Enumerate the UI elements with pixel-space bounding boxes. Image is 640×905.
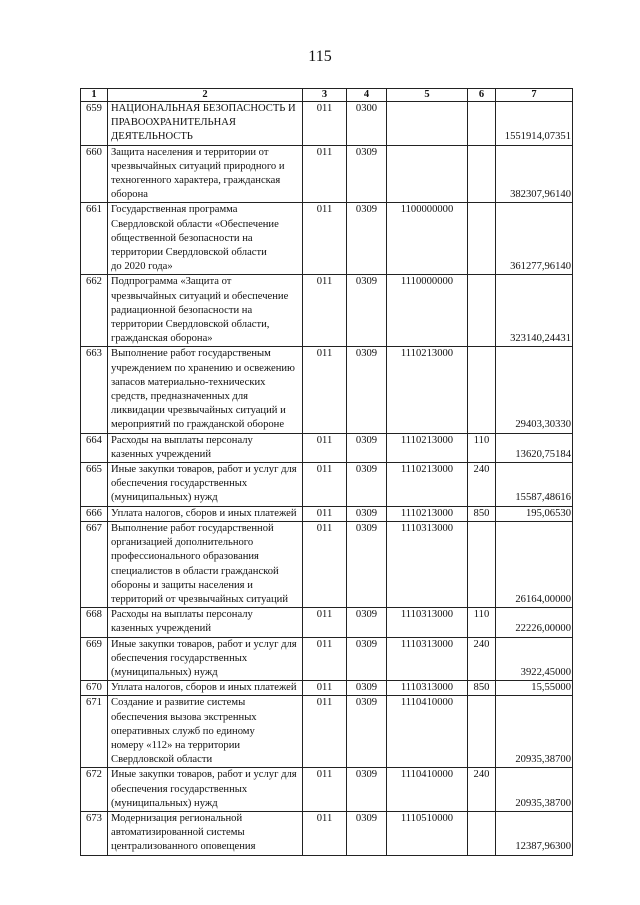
section-code: 0309 [347,768,387,812]
description-line: Создание и развитие системы [111,697,246,709]
table-row [81,203,573,275]
expense-type-code: 850 [468,681,496,696]
description-line: Иные закупки товаров, работ и услуг для [111,769,297,781]
row-number: 664 [81,433,108,462]
ministry-code: 011 [303,681,347,696]
description-line: Выполнение работ государственым [111,348,271,360]
table-row [81,768,573,812]
description-line: Подпрограмма «Защита от [111,276,232,288]
description-line: оперативных служб по единому [111,725,255,737]
table-row [81,275,573,347]
row-number: 660 [81,145,108,203]
description-line: средств, предназначенных для [111,391,248,403]
expense-type-code [468,102,496,146]
target-article-code: 1110213000 [387,506,468,521]
amount: 26164,00000 [496,521,573,607]
expense-type-code: 110 [468,433,496,462]
description-line: обороны и защиты населения и [111,579,253,591]
description-line: до 2020 года» [111,261,173,273]
expense-type-code [468,203,496,275]
row-description [108,506,303,521]
description-line: Расходы на выплаты персоналу [111,434,253,446]
row-number: 667 [81,521,108,607]
ministry-code: 011 [303,696,347,768]
section-code: 0309 [347,811,387,855]
description-line: обеспечения вызова экстренных [111,711,257,723]
section-code: 0309 [347,696,387,768]
col-header-6: 6 [468,89,496,102]
table-body [81,102,573,856]
table-row [81,696,573,768]
ministry-code: 011 [303,203,347,275]
row-number: 661 [81,203,108,275]
table-row [81,637,573,681]
table-row [81,521,573,607]
target-article-code: 1110213000 [387,433,468,462]
description-line: ПРАВООХРАНИТЕЛЬНАЯ [111,117,236,129]
expense-type-code [468,347,496,433]
row-description [108,768,303,812]
section-code: 0309 [347,433,387,462]
target-article-code: 1110410000 [387,768,468,812]
description-line: техногенного характера, гражданская [111,175,281,187]
description-line: автоматизированной системы [111,827,245,839]
amount: 3922,45000 [496,637,573,681]
row-description [108,275,303,347]
table-row [81,433,573,462]
ministry-code: 011 [303,506,347,521]
amount: 20935,38700 [496,696,573,768]
ministry-code: 011 [303,637,347,681]
target-article-code: 1110410000 [387,696,468,768]
table-row [81,145,573,203]
expense-type-code [468,811,496,855]
section-code: 0309 [347,203,387,275]
amount: 22226,00000 [496,608,573,637]
target-article-code: 1110000000 [387,275,468,347]
row-description [108,681,303,696]
col-header-7: 7 [496,89,573,102]
expense-type-code [468,521,496,607]
row-number: 672 [81,768,108,812]
table-row [81,506,573,521]
row-number: 670 [81,681,108,696]
amount: 361277,96140 [496,203,573,275]
table-row [81,463,573,507]
row-description [108,347,303,433]
description-line: общественной безопасности на [111,232,253,244]
expense-type-code [468,145,496,203]
row-description [108,521,303,607]
description-line: Иные закупки товаров, работ и услуг для [111,464,297,476]
ministry-code: 011 [303,608,347,637]
col-header-5: 5 [387,89,468,102]
table-row [81,681,573,696]
amount: 382307,96140 [496,145,573,203]
col-header-4: 4 [347,89,387,102]
description-line: Выполнение работ государственной [111,522,274,534]
description-line: организацией дополнительного [111,537,254,549]
section-code: 0309 [347,275,387,347]
row-number: 671 [81,696,108,768]
expense-type-code [468,275,496,347]
ministry-code: 011 [303,145,347,203]
row-description [108,696,303,768]
amount: 15,55000 [496,681,573,696]
description-line: обеспечения государственных [111,652,248,664]
description-line: казенных учреждений [111,623,212,635]
row-number: 669 [81,637,108,681]
row-number: 673 [81,811,108,855]
target-article-code: 1110213000 [387,347,468,433]
target-article-code: 1100000000 [387,203,468,275]
col-header-3: 3 [303,89,347,102]
row-description [108,608,303,637]
ministry-code: 011 [303,433,347,462]
row-number: 666 [81,506,108,521]
row-description [108,102,303,146]
description-line: Иные закупки товаров, работ и услуг для [111,638,297,650]
section-code: 0309 [347,637,387,681]
description-line: Государственная программа [111,204,238,216]
description-line: Свердловской области [111,754,213,766]
ministry-code: 011 [303,102,347,146]
ministry-code: 011 [303,521,347,607]
section-code: 0309 [347,463,387,507]
description-line: чрезвычайных ситуаций природного и [111,160,285,172]
row-description [108,433,303,462]
amount: 12387,96300 [496,811,573,855]
description-line: оборона [111,189,148,201]
section-code: 0300 [347,102,387,146]
target-article-code [387,102,468,146]
table-header-row [81,89,573,102]
description-line: обеспечения государственных [111,478,248,490]
amount: 29403,30330 [496,347,573,433]
target-article-code: 1110313000 [387,608,468,637]
expense-type-code: 240 [468,637,496,681]
description-line: территории Свердловской области [111,247,267,259]
description-line: Защита населения и территории от [111,146,269,158]
description-line: (муниципальных) нужд [111,797,218,809]
ministry-code: 011 [303,347,347,433]
description-line: Расходы на выплаты персоналу [111,609,253,621]
row-number: 665 [81,463,108,507]
ministry-code: 011 [303,275,347,347]
page-number: 115 [308,48,332,65]
row-number: 659 [81,102,108,146]
expense-type-code [468,696,496,768]
expense-type-code: 110 [468,608,496,637]
description-line: гражданская оборона» [111,333,213,345]
description-line: специалистов в области гражданской [111,565,279,577]
section-code: 0309 [347,608,387,637]
target-article-code: 1110510000 [387,811,468,855]
description-line: (муниципальных) нужд [111,666,218,678]
row-description [108,811,303,855]
row-description [108,463,303,507]
row-description [108,203,303,275]
section-code: 0309 [347,145,387,203]
section-code: 0309 [347,347,387,433]
target-article-code: 1110313000 [387,521,468,607]
section-code: 0309 [347,681,387,696]
table-row [81,608,573,637]
table-row [81,347,573,433]
description-line: казенных учреждений [111,448,212,460]
section-code: 0309 [347,506,387,521]
ministry-code: 011 [303,768,347,812]
description-line: обеспечения государственных [111,783,248,795]
description-line: номеру «112» на территории [111,739,241,751]
target-article-code: 1110313000 [387,637,468,681]
budget-table [80,88,573,856]
ministry-code: 011 [303,463,347,507]
description-line: ликвидации чрезвычайных ситуаций и [111,405,286,417]
description-line: Уплата налогов, сборов и иных платежей [111,682,297,694]
row-number: 662 [81,275,108,347]
section-code: 0309 [347,521,387,607]
description-line: территорий от чрезвычайных ситуаций [111,593,289,605]
amount: 195,06530 [496,506,573,521]
target-article-code: 1110213000 [387,463,468,507]
description-line: ДЕЯТЕЛЬНОСТЬ [111,131,193,143]
col-header-2: 2 [108,89,303,102]
row-number: 668 [81,608,108,637]
ministry-code: 011 [303,811,347,855]
amount: 323140,24431 [496,275,573,347]
description-line: мероприятий по гражданской обороне [111,419,285,431]
row-number: 663 [81,347,108,433]
description-line: чрезвычайных ситуаций и обеспечение [111,290,289,302]
row-description [108,145,303,203]
target-article-code [387,145,468,203]
table-row [81,102,573,146]
description-line: запасов материально-технических [111,376,266,388]
col-header-1: 1 [81,89,108,102]
amount: 20935,38700 [496,768,573,812]
description-line: радиационной безопасности на [111,304,253,316]
description-line: (муниципальных) нужд [111,492,218,504]
description-line: Уплата налогов, сборов и иных платежей [111,507,297,519]
expense-type-code: 240 [468,768,496,812]
description-line: централизованного оповещения [111,841,256,853]
amount: 15587,48616 [496,463,573,507]
expense-type-code: 850 [468,506,496,521]
description-line: профессионального образования [111,551,259,563]
description-line: учреждением по хранению и освежению [111,362,295,374]
amount: 1551914,07351 [496,102,573,146]
description-line: Модернизация региональной [111,812,243,824]
amount: 13620,75184 [496,433,573,462]
description-line: территории Свердловской области, [111,319,270,331]
description-line: НАЦИОНАЛЬНАЯ БЕЗОПАСНОСТЬ И [111,103,296,114]
expense-type-code: 240 [468,463,496,507]
target-article-code: 1110313000 [387,681,468,696]
row-description [108,637,303,681]
table-row [81,811,573,855]
description-line: Свердловской области «Обеспечение [111,218,279,230]
